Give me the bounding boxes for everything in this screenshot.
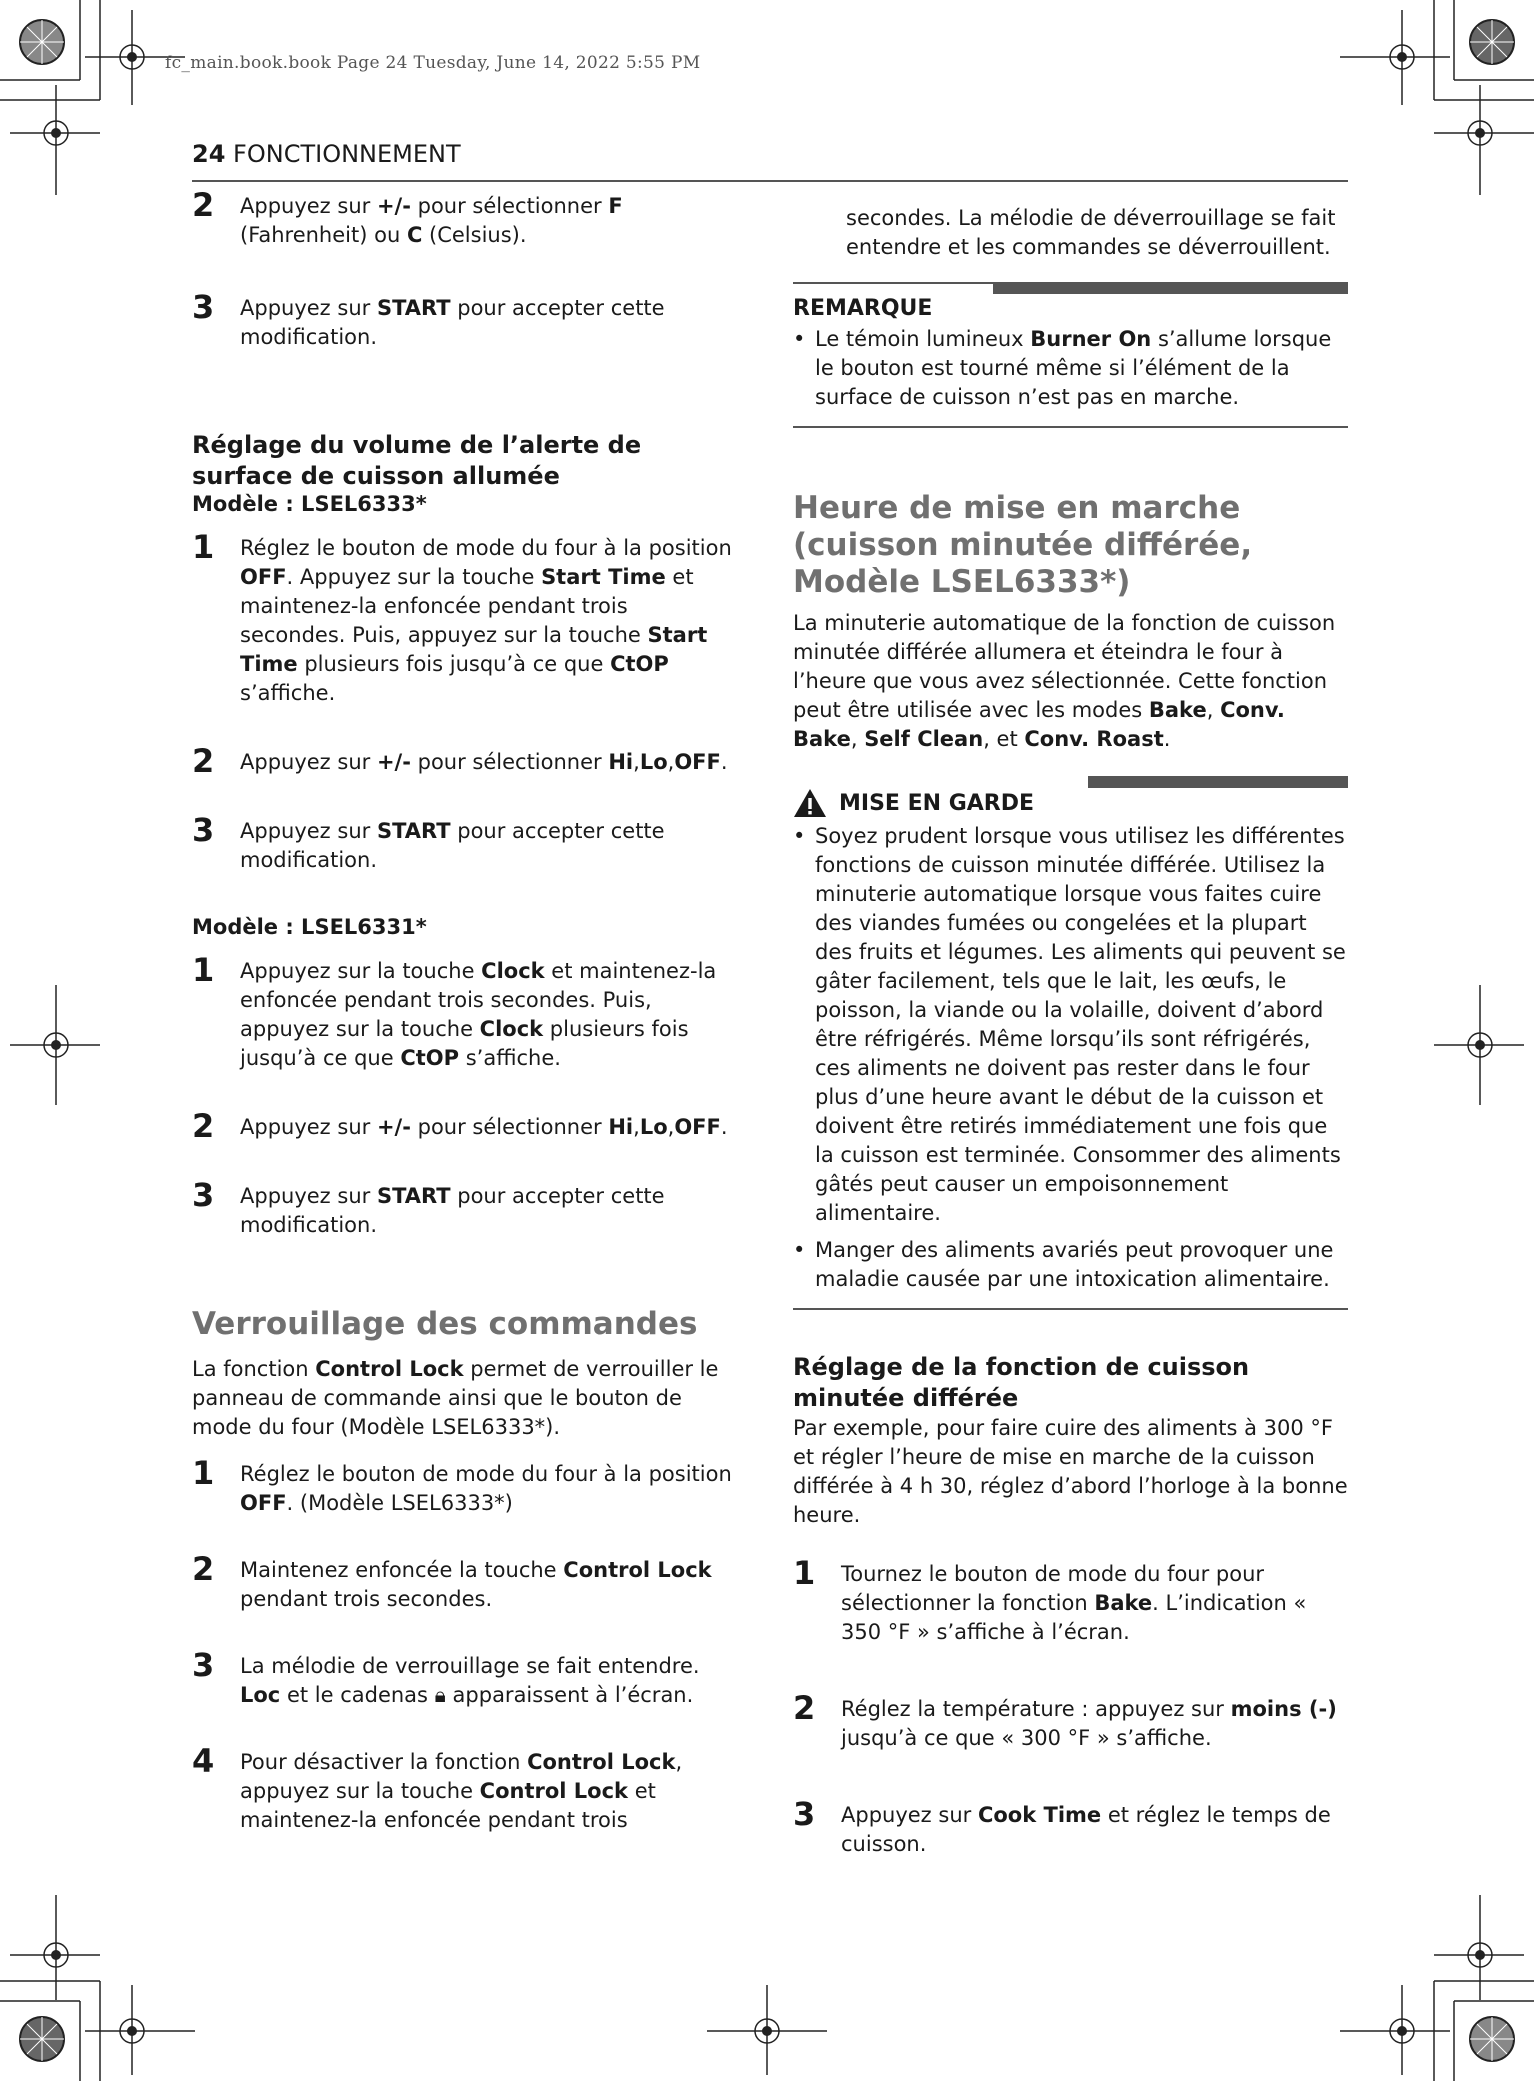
- step-text: Pour désactiver la fonction Control Lock, appuyez sur la touche Control Lock et maintenez-la enfoncée pendant trois: [240, 1750, 683, 1832]
- step-text: Réglez la température : appuyez sur moins (-) jusqu’à ce que « 300 °F » s’affiche.: [841, 1697, 1337, 1750]
- model-label-a: Modèle : LSEL6333*: [192, 492, 427, 516]
- header-rule: [192, 180, 1348, 182]
- remarque-box: [793, 282, 1348, 428]
- step-item: [192, 528, 732, 708]
- left-column: [192, 186, 732, 1873]
- step-number: 1: [192, 1454, 215, 1492]
- step-text: Maintenez enfoncée la touche Control Lock pendant trois secondes.: [240, 1558, 712, 1611]
- page-header: [192, 140, 1348, 168]
- step-text: Réglez le bouton de mode du four à la position OFF. Appuyez sur la touche Start Time et maintenez-la enfoncée pendant trois secondes. Puis, appuyez sur la touche Start Time plusieurs fois jusqu’à ce que CtOP s’affiche.: [240, 536, 732, 705]
- step-item: [793, 1795, 1348, 1859]
- delay-setting-intro: Par exemple, pour faire cuire des aliments à 300 °F et régler l’heure de mise en marche de la cuisson différée à 4 h 30, réglez d’abord l’horloge à la bonne heure.: [793, 1416, 1348, 1527]
- volume-heading: Réglage du volume de l’alerte de surface de cuisson allumée: [192, 431, 642, 490]
- step-item: [192, 1176, 732, 1240]
- print-header-meta: fc_main.book.book Page 24 Tuesday, June 14, 2022 5:55 PM: [165, 53, 701, 73]
- step-item: [192, 1742, 732, 1835]
- step-number: 3: [793, 1795, 816, 1833]
- step-text: Appuyez sur Cook Time et réglez le temps de cuisson.: [841, 1803, 1331, 1856]
- bullet-item: • Le témoin lumineux Burner On s’allume lorsque le bouton est tourné même si l’élément de la surface de cuisson n’est pas en marche.: [793, 327, 1332, 409]
- step-item: [192, 288, 732, 352]
- warning-box: [793, 776, 1348, 1310]
- model-label-b: Modèle : LSEL6331*: [192, 915, 427, 939]
- volume-steps-model-a: [192, 528, 732, 875]
- page-number: 24: [192, 140, 226, 168]
- step-number: 3: [192, 288, 215, 326]
- warning-bottom-rule: [793, 1308, 1348, 1310]
- step-item: [192, 951, 732, 1073]
- step-number: 4: [192, 1742, 215, 1780]
- step-text: Appuyez sur +/- pour sélectionner Hi,Lo,OFF.: [240, 750, 728, 774]
- bullet-item: • Manger des aliments avariés peut provoquer une maladie causée par une intoxication alimentaire.: [793, 1238, 1334, 1291]
- volume-steps-model-b: [192, 951, 732, 1240]
- step-item: [192, 1107, 732, 1145]
- step-number: 2: [793, 1689, 816, 1727]
- step-number: 2: [192, 1107, 215, 1145]
- right-column: [793, 192, 1348, 1907]
- step-text: La mélodie de verrouillage se fait entendre. Loc et le cadenas 🔒︎ apparaissent à l’écran.: [240, 1654, 700, 1707]
- step-item: [192, 1454, 732, 1518]
- lock-intro: La fonction Control Lock permet de verrouiller le panneau de commande ainsi que le bouton de mode du four (Modèle LSEL6333*).: [192, 1357, 719, 1439]
- step-number: 2: [192, 1550, 215, 1588]
- lock-steps: [192, 1454, 732, 1835]
- step-text: Appuyez sur START pour accepter cette modification.: [240, 1184, 665, 1237]
- step-number: 3: [192, 1176, 215, 1214]
- step-item: [192, 186, 732, 250]
- delay-intro: La minuterie automatique de la fonction de cuisson minutée différée allumera et éteindra le four à l’heure que vous avez sélectionnée. Cette fonction peut être utilisée avec les modes Bake, Conv. Bake, Self Clean, et Conv. Roast.: [793, 611, 1336, 751]
- remarque-bottom-rule: [793, 426, 1348, 428]
- step-number: 1: [793, 1554, 816, 1592]
- step-number: 1: [192, 528, 215, 566]
- step-item: [192, 1550, 732, 1614]
- delay-steps: [793, 1554, 1348, 1859]
- step-text: Tournez le bouton de mode du four pour sélectionner la fonction Bake. L’indication « 350 °F » s’affiche à l’écran.: [841, 1562, 1307, 1644]
- lock-heading: Verrouillage des commandes: [192, 1306, 698, 1342]
- delay-heading: Heure de mise en marche (cuisson minutée différée, Modèle LSEL6333*): [793, 490, 1253, 600]
- warning-icon: [793, 788, 827, 818]
- step-number: 3: [192, 811, 215, 849]
- step-text: Appuyez sur +/- pour sélectionner F (Fahrenheit) ou C (Celsius).: [240, 194, 623, 247]
- step-number: 2: [192, 186, 215, 224]
- section-title: FONCTIONNEMENT: [233, 140, 461, 168]
- step-number: 3: [192, 1646, 215, 1684]
- step-text: Réglez le bouton de mode du four à la position OFF. (Modèle LSEL6333*): [240, 1462, 732, 1515]
- step-text: Appuyez sur START pour accepter cette modification.: [240, 296, 665, 349]
- step-text: Appuyez sur +/- pour sélectionner Hi,Lo,OFF.: [240, 1115, 728, 1139]
- step-number: 2: [192, 742, 215, 780]
- warning-title: MISE EN GARDE: [839, 790, 1035, 816]
- step-item: [793, 1554, 1348, 1647]
- temperature-steps: [192, 186, 732, 352]
- step-text: Appuyez sur START pour accepter cette modification.: [240, 819, 665, 872]
- step-item: [192, 811, 732, 875]
- remarque-title: REMARQUE: [793, 296, 933, 321]
- bullet-item: • Soyez prudent lorsque vous utilisez les différentes fonctions de cuisson minutée différée. Utilisez la minuterie automatique lorsque vous faites cuire des viandes fumées ou congelées et la plupart des fruits et légumes. Les aliments qui peuvent se gâter facilement, tels que le lait, les œufs, le poisson, la viande ou la volaille, doivent d’abord être réfrigérés. Même lorsqu’ils sont réfrigérés, ces aliments ne doivent pas rester dans le four plus d’une heure avant le début de la cuisson et doivent être retirés immédiatement une fois que la cuisson est terminée. Consommer des aliments gâtés peut causer un empoisonnement alimentaire.: [793, 824, 1346, 1225]
- delay-setting-heading: Réglage de la fonction de cuisson minutée différée: [793, 1353, 1250, 1412]
- step-number: 1: [192, 951, 215, 989]
- step-item: [793, 1689, 1348, 1753]
- step-text: Appuyez sur la touche Clock et maintenez-la enfoncée pendant trois secondes. Puis, appuyez sur la touche Clock plusieurs fois jusqu’à ce que CtOP s’affiche.: [240, 959, 717, 1070]
- step-item: [192, 742, 732, 780]
- step-item: [192, 1646, 732, 1710]
- continuation-text: secondes. La mélodie de déverrouillage se fait entendre et les commandes se déverrouillent.: [846, 206, 1336, 259]
